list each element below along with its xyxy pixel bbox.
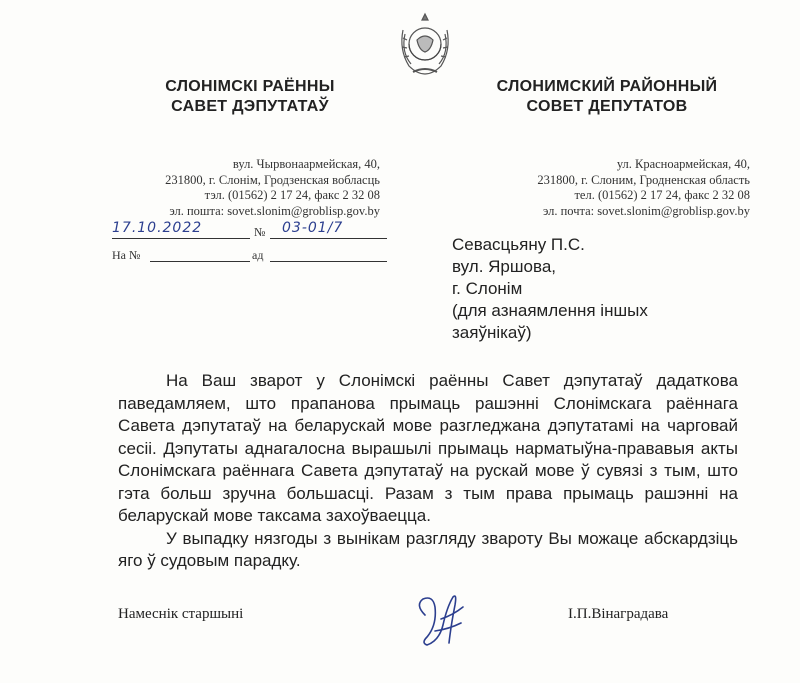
right-org-address <box>480 157 750 219</box>
body-paragraph: У выпадку нязгоды з вынікам разгляду звароту Вы можаце абскардзіць яго ў судовым парадку. <box>118 528 738 570</box>
right-org-line1: СЛОНИМСКИЙ РАЙОННЫЙ <box>496 78 718 95</box>
right-address-line: тел. (01562) 2 17 24, факс 2 32 08 <box>574 188 750 202</box>
addressee-line: Севасцьяну П.С. <box>452 235 585 254</box>
addressee-block <box>452 234 752 344</box>
signer-name: І.П.Вінаградава <box>568 606 669 622</box>
right-address-line: 231800, г. Слоним, Гродненская область <box>537 172 750 187</box>
reference-underline <box>150 261 250 262</box>
date-underline <box>112 238 250 239</box>
left-org-line2: САВЕТ ДЭПУТАТАЎ <box>171 98 329 115</box>
left-address-line: эл. пошта: sovet.slonim@groblisp.gov.by <box>169 203 380 218</box>
reference-label: На № <box>112 248 141 262</box>
right-org-line2: СОВЕТ ДЕПУТАТОВ <box>526 98 688 115</box>
from-label: ад <box>252 248 264 262</box>
left-org-address <box>90 157 380 219</box>
from-underline <box>270 261 387 262</box>
handwritten-signature <box>405 585 475 655</box>
state-emblem-icon <box>395 10 455 78</box>
right-address-line: ул. Красноармейская, 40, <box>616 157 750 171</box>
left-address-line: тэл. (01562) 2 17 24, факс 2 32 08 <box>204 188 380 202</box>
number-label: № <box>254 225 266 239</box>
body-paragraph: На Ваш зварот у Слонімскі раённы Савет дэпутатаў дадаткова паведамляем, што прапанова прымаць рашэнні Слонімскага раённага Савета дэпутатаў на беларускай мове разгледжана дэпутатамі на чарговай сесіі. Дэпутаты аднагалосна вырашылі прымаць нарматыўна-прававыя акты Слонімскага раённага Савета дэпутатаў на рускай мове ў сувязі з тым, што гэта больш зручна большасці. Разам з тым права прымаць рашэнні на беларускай мове таксама захоўваецца. <box>118 371 738 525</box>
addressee-line: (для азнаямлення іншых <box>452 301 648 320</box>
registration-line <box>112 222 387 242</box>
right-org-title <box>482 77 732 117</box>
signer-position: Намеснік старшыні <box>118 606 244 622</box>
addressee-line: заяўнікаў) <box>452 323 532 342</box>
letter-body <box>118 370 738 573</box>
letter-number: 03-01/7 <box>282 220 344 236</box>
reference-line <box>112 248 387 264</box>
right-address-line: эл. почта: sovet.slonim@groblisp.gov.by <box>542 203 750 218</box>
letter-date: 17.10.2022 <box>112 220 203 236</box>
addressee-line: вул. Яршова, <box>452 257 556 276</box>
addressee-line: г. Слонім <box>452 279 523 298</box>
left-org-title <box>150 77 350 117</box>
number-underline <box>270 238 387 239</box>
left-address-line: вул. Чырвонаармейская, 40, <box>232 157 380 171</box>
left-org-line1: СЛОНІМСКІ РАЁННЫ <box>165 78 335 95</box>
left-address-line: 231800, г. Слонім, Гродзенская вобласць <box>165 172 380 187</box>
